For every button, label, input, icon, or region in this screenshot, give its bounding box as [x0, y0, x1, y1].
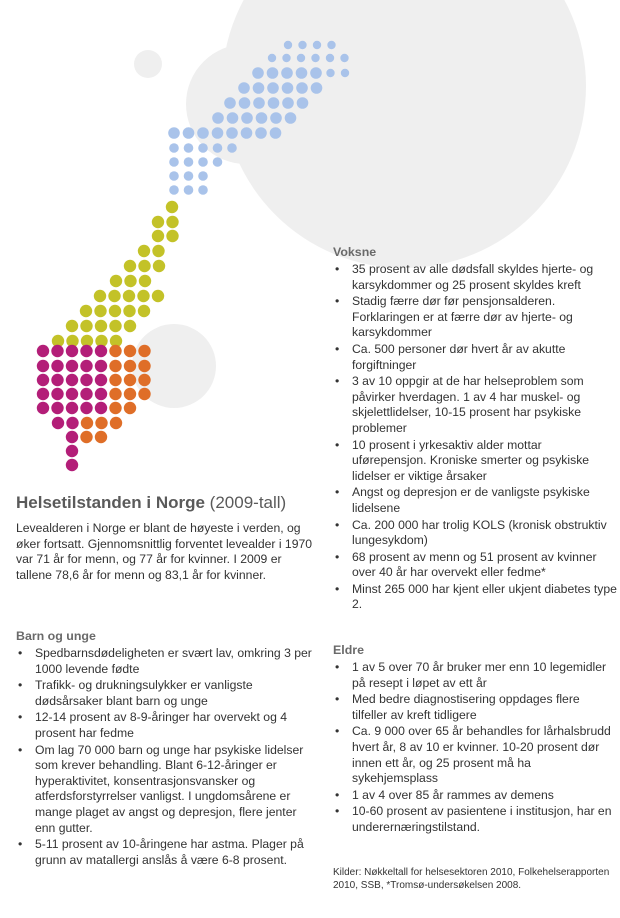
map-dot	[298, 41, 306, 49]
map-dot	[109, 305, 121, 317]
map-dot	[341, 69, 349, 77]
list-item: • Spedbarnsdødeligheten er svært lav, omkring 3 per 1000 levende fødte	[16, 646, 316, 677]
map-dot	[124, 360, 136, 372]
map-dot	[138, 360, 150, 372]
map-dot	[110, 417, 122, 429]
map-dot	[153, 260, 165, 272]
map-dot	[124, 275, 136, 287]
map-dot	[95, 360, 107, 372]
map-dot	[109, 374, 121, 386]
map-dot	[268, 97, 280, 109]
title-main: Helsetilstanden i Norge	[16, 493, 205, 512]
map-dot	[226, 127, 238, 139]
map-dot	[80, 345, 92, 357]
map-dot	[327, 41, 335, 49]
map-dot	[296, 82, 308, 94]
map-dot	[66, 402, 78, 414]
map-dot	[284, 41, 292, 49]
map-dot	[152, 230, 164, 242]
map-dot	[95, 345, 107, 357]
list-item: • Ca. 200 000 har trolig KOLS (kronisk obstruktiv lungesykdom)	[333, 518, 618, 549]
map-dot	[109, 388, 121, 400]
map-dot	[253, 82, 265, 94]
map-dot	[313, 41, 321, 49]
map-dot	[197, 127, 209, 139]
intro-paragraph: Levealderen i Norge er blant de høyeste i verden, og øker fortsatt. Gjennomsnittlig forventet levealder i 1970 var 71 år for menn, og 77 år for kvinner. I 2009 er tallene 78,6 år for menn og 83,1 år for kvinner.	[16, 521, 313, 582]
map-dot	[109, 320, 121, 332]
map-dot	[152, 216, 164, 228]
section-heading-eldre: Eldre	[333, 643, 364, 657]
map-dot	[138, 388, 150, 400]
map-dot	[270, 112, 282, 124]
map-dot	[184, 171, 194, 181]
map-dot	[256, 112, 268, 124]
section-heading-voksne: Voksne	[333, 245, 377, 259]
map-dot	[109, 345, 121, 357]
map-dot	[81, 417, 93, 429]
map-dot	[326, 69, 334, 77]
map-dot	[184, 157, 194, 167]
map-dot	[241, 112, 253, 124]
list-item: • Med bedre diagnostisering oppdages flere tilfeller av kreft tidligere	[333, 692, 618, 723]
map-dot	[95, 402, 107, 414]
map-dot	[166, 216, 178, 228]
map-dot	[198, 185, 208, 195]
map-dot	[255, 127, 267, 139]
map-dot	[109, 402, 121, 414]
map-dot	[168, 127, 180, 139]
map-dot	[297, 97, 309, 109]
list-item: • 1 av 5 over 70 år bruker mer enn 10 legemidler på resept i løpet av ett år	[333, 660, 618, 691]
section-barn-og-unge	[16, 628, 316, 869]
map-dot	[198, 171, 208, 181]
map-dot	[184, 143, 194, 153]
list-item: • 10-60 prosent av pasientene i institusjon, har en underernæringstilstand.	[333, 804, 618, 835]
map-dot	[95, 320, 107, 332]
list-item: • Ca. 9 000 over 65 år behandles for lårhalsbrudd hvert år, 8 av 10 er kvinner. 10-20 prosent dør innen ett år, og 25 prosent må ha sykehjemsplass	[333, 724, 618, 786]
map-dot	[224, 97, 236, 109]
map-dot	[124, 260, 136, 272]
map-dot	[110, 275, 122, 287]
map-dot	[227, 112, 239, 124]
map-dot	[124, 320, 136, 332]
map-dot	[310, 67, 322, 79]
map-dot	[198, 143, 208, 153]
map-dot	[213, 157, 223, 167]
map-dot	[80, 388, 92, 400]
map-dot	[267, 67, 279, 79]
map-dot	[137, 290, 149, 302]
map-dot	[252, 67, 264, 79]
map-dot	[66, 417, 78, 429]
bullet-list-voksne	[333, 262, 618, 613]
map-dot	[52, 417, 64, 429]
map-dot	[37, 388, 49, 400]
title-subtitle: (2009-tall)	[209, 493, 287, 512]
map-dot	[51, 402, 63, 414]
map-dot	[212, 127, 224, 139]
map-dot	[311, 54, 319, 62]
list-item: • Minst 265 000 har kjent eller ukjent diabetes type 2.	[333, 582, 618, 613]
list-item: • 1 av 4 over 85 år rammes av demens	[333, 788, 618, 804]
intro-block	[16, 493, 316, 583]
list-item: • 5-11 prosent av 10-åringene har astma. Plager på grunn av matallergi anslås å være 6-8 prosent.	[16, 837, 316, 868]
map-dot	[124, 388, 136, 400]
map-dot	[66, 388, 78, 400]
map-dot	[270, 127, 282, 139]
map-dot	[80, 305, 92, 317]
map-dot	[37, 402, 49, 414]
map-dot	[66, 431, 78, 443]
map-dot	[138, 374, 150, 386]
map-dot	[227, 143, 237, 153]
map-dot	[138, 345, 150, 357]
map-dot	[282, 82, 294, 94]
map-dot	[66, 320, 78, 332]
list-item: • 12-14 prosent av 8-9-åringer har overvekt og 4 prosent har fedme	[16, 710, 316, 741]
map-dot	[169, 171, 179, 181]
map-dot	[183, 127, 195, 139]
list-item: • 3 av 10 oppgir at de har helseproblem som påvirker hverdagen. 1 av 4 har muskel- og skjelettlidelser, 10-15 prosent har psykiske problemer	[333, 374, 618, 436]
list-item: • Ca. 500 personer dør hvert år av akutte forgiftninger	[333, 342, 618, 373]
map-dot	[138, 245, 150, 257]
section-eldre	[333, 642, 618, 837]
map-dot	[169, 143, 179, 153]
map-dot	[253, 97, 265, 109]
section-voksne	[333, 244, 618, 614]
map-dot	[124, 374, 136, 386]
map-dot	[80, 320, 92, 332]
map-dot	[326, 54, 334, 62]
map-dot	[198, 157, 208, 167]
map-dot	[152, 290, 164, 302]
map-dot	[66, 345, 78, 357]
map-dot	[124, 402, 136, 414]
list-item: • Stadig færre dør før pensjonsalderen. Forklaringen er at færre dør av hjerte- og karsykdommer	[333, 294, 618, 341]
map-dot	[166, 201, 178, 213]
bullet-list-eldre	[333, 660, 618, 836]
map-dot	[281, 67, 293, 79]
list-item: • 10 prosent i yrkesaktiv alder mottar uførepensjon. Kroniske smerter og psykiske lidelser er viktige årsaker	[333, 438, 618, 485]
map-dot	[139, 275, 151, 287]
bullet-list-barn	[16, 646, 316, 868]
map-dot	[51, 360, 63, 372]
map-dot	[282, 54, 290, 62]
map-dot	[95, 374, 107, 386]
list-item: • Angst og depresjon er de vanligste psykiske lidelsene	[333, 485, 618, 516]
map-dot	[37, 360, 49, 372]
map-dot	[95, 417, 107, 429]
map-dot	[94, 305, 106, 317]
list-item: • Trafikk- og drukningsulykker er vanligste dødsårsaker blant barn og unge	[16, 678, 316, 709]
map-dot	[239, 97, 251, 109]
map-dot	[37, 374, 49, 386]
map-dot	[152, 245, 164, 257]
sources-note: Kilder: Nøkkeltall for helsesektoren 2010, Folkehelserapporten 2010, SSB, *Tromsø-undersøkelsen 2008.	[333, 867, 610, 891]
map-dot	[66, 445, 78, 457]
map-dot	[80, 374, 92, 386]
map-dot	[166, 230, 178, 242]
list-item: • 35 prosent av alle dødsfall skyldes hjerte- og karsykdommer og 25 prosent skyldes kreft	[333, 262, 618, 293]
map-dot	[169, 157, 179, 167]
map-dot	[37, 345, 49, 357]
map-dot	[311, 82, 323, 94]
map-dot	[184, 185, 194, 195]
map-dot	[108, 290, 120, 302]
page-title	[16, 493, 316, 513]
map-dot	[51, 374, 63, 386]
map-dot	[95, 388, 107, 400]
map-dot	[124, 345, 136, 357]
map-dot	[138, 305, 150, 317]
map-dot	[169, 185, 179, 195]
map-dot	[340, 54, 348, 62]
list-item: • 68 prosent av menn og 51 prosent av kvinner over 40 år har overvekt eller fedme*	[333, 550, 618, 581]
map-dot	[268, 54, 276, 62]
map-dot	[80, 360, 92, 372]
map-dot	[297, 54, 305, 62]
map-dot	[138, 260, 150, 272]
map-dot	[94, 290, 106, 302]
map-dot	[80, 431, 92, 443]
map-dot	[80, 402, 92, 414]
map-dot	[123, 305, 135, 317]
map-dot	[212, 112, 224, 124]
map-dot	[213, 143, 223, 153]
map-dot	[296, 67, 308, 79]
map-dot	[285, 112, 297, 124]
section-heading-barn: Barn og unge	[16, 629, 96, 643]
map-dot	[109, 360, 121, 372]
map-dot	[238, 82, 250, 94]
map-dot	[66, 459, 78, 471]
map-dot	[282, 97, 294, 109]
map-dot	[51, 345, 63, 357]
map-dot	[95, 431, 107, 443]
map-dot	[51, 388, 63, 400]
map-dot	[66, 374, 78, 386]
map-dot	[267, 82, 279, 94]
list-item: • Om lag 70 000 barn og unge har psykiske lidelser som krever behandling. Blant 6-12-åringer er hyperaktivitet, konsentrasjonsvansker og atferdsforstyrrelser vanligst. I ungdomsårene er mange plaget av angst og depresjon, flere jenter enn gutter.	[16, 743, 316, 837]
map-dot	[241, 127, 253, 139]
map-dot	[66, 360, 78, 372]
map-dot	[123, 290, 135, 302]
